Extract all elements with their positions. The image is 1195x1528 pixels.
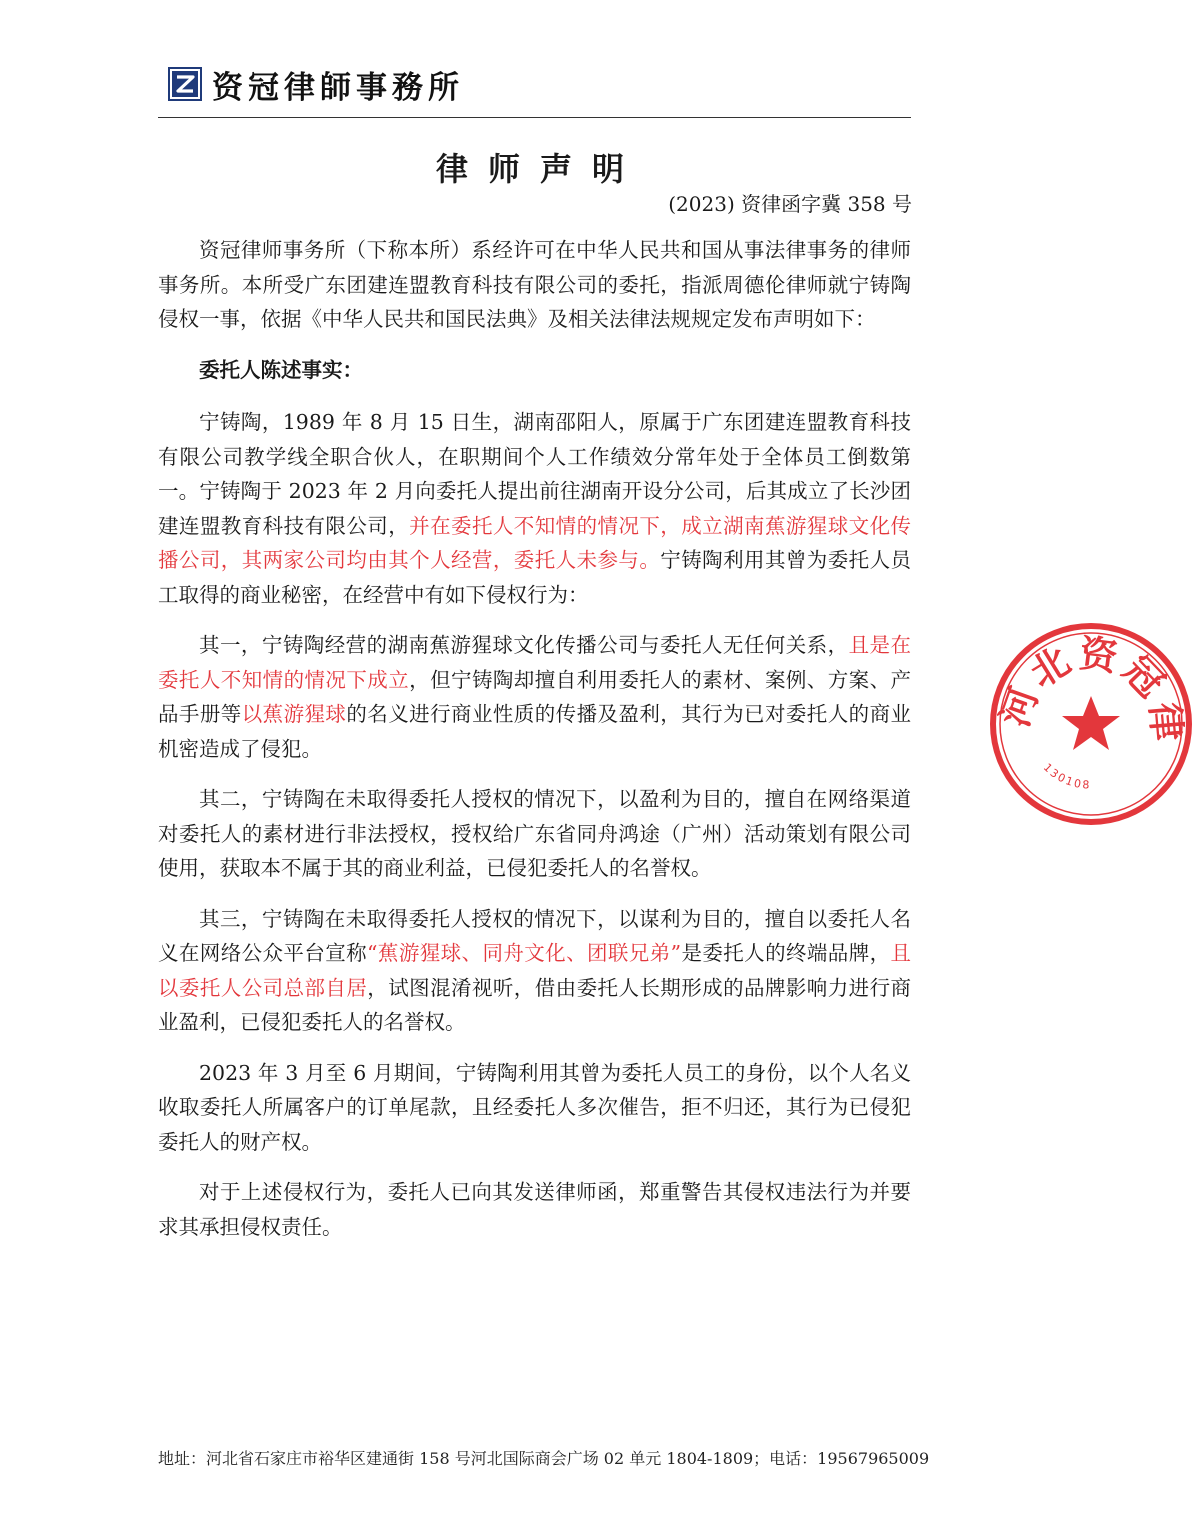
header-divider xyxy=(158,117,911,118)
infringement-3-paragraph xyxy=(158,902,911,1040)
infringement-3-text-1: 其三，宁铸陶在未取得委托人授权的情况下，以谋利为目的，擅自以委托人名义在网络公众平台宣称 xyxy=(158,906,911,965)
infringement-1-highlight-1: 且是在委托人不知情的情况下成立 xyxy=(158,633,912,692)
infringement-1-paragraph xyxy=(158,628,911,766)
facts-text-2: 宁铸陶利用其曾为委托人员工取得的商业秘密，在经营中有如下侵权行为： xyxy=(158,548,912,607)
firm-name: 资冠律師事務所 xyxy=(212,69,464,106)
infringement-3-highlight-2: 且以委托人公司总部自居 xyxy=(158,941,912,1000)
document-number: (2023) 资律函字冀 358 号 xyxy=(668,192,912,216)
infringement-2-paragraph: 其二，宁铸陶在未取得委托人授权的情况下，以盈利为目的，擅自在网络渠道对委托人的素材进行非法授权，授权给广东省同舟鸿途（广州）活动策划有限公司使用，获取本不属于其的商业利益，已侵犯委托人的名誉权。 xyxy=(158,787,911,880)
seal-text: 河北资冠律 xyxy=(991,630,1191,747)
document-title: 律师声明 xyxy=(435,150,644,188)
infringement-1-text-3: 的名义进行商业性质的传播及盈利，其行为已对委托人的商业机密造成了侵犯。 xyxy=(158,702,912,761)
statement-body xyxy=(158,233,911,1260)
seal-number: 130108 xyxy=(1040,760,1092,792)
firm-logo-icon xyxy=(168,67,202,101)
infringement-3-highlight-1: “蕉游猩球、同舟文化、团联兄弟” xyxy=(367,941,682,965)
footer-address: 地址：河北省石家庄市裕华区建通街 158 号河北国际商会广场 02 单元 1804-1809；电话：19567965009 xyxy=(158,1449,930,1468)
facts-paragraph xyxy=(158,405,911,612)
seal-star-icon xyxy=(1062,696,1120,750)
svg-text:130108 xyxy=(1041,761,1092,792)
intro-paragraph: 资冠律师事务所（下称本所）系经许可在中华人民共和国从事法律事务的律师事务所。本所受广东团建连盟教育科技有限公司的委托，指派周德伦律师就宁铸陶侵权一事，依据《中华人民共和国民法典》及相关法律法规规定发布声明如下： xyxy=(158,238,911,331)
facts-text-1: 宁铸陶，1989 年 8 月 15 日生，湖南邵阳人，原属于广东团建连盟教育科技有限公司教学线全职合伙人，在职期间个人工作绩效分常年处于全体员工倒数第一。宁铸陶于 2023 年 2 月向委托人提出前往湖南开设分公司，后其成立了长沙团建连盟教育科技有限公司， xyxy=(158,410,911,538)
infringement-3-text-2: 是委托人的终端品牌， xyxy=(681,941,891,965)
facts-highlight: 并在委托人不知情的情况下，成立湖南蕉游猩球文化传播公司，其两家公司均由其个人经营，委托人未参与。 xyxy=(158,513,912,572)
property-paragraph: 2023 年 3 月至 6 月期间，宁铸陶利用其曾为委托人员工的身份，以个人名义收取委托人所属客户的订单尾款，且经委托人多次催告，拒不归还，其行为已侵犯委托人的财产权。 xyxy=(158,1060,911,1154)
section-heading: 委托人陈述事实： xyxy=(199,357,363,382)
infringement-1-text-2: ，但宁铸陶却擅自利用委托人的素材、案例、方案、产品手册等 xyxy=(158,667,912,726)
infringement-1-highlight-2: 以蕉游猩球 xyxy=(241,702,347,726)
warning-paragraph: 对于上述侵权行为，委托人已向其发送律师函，郑重警告其侵权违法行为并要求其承担侵权责任。 xyxy=(158,1180,911,1239)
law-firm-seal xyxy=(985,618,1195,828)
infringement-1-text-1: 其一，宁铸陶经营的湖南蕉游猩球文化传播公司与委托人无任何关系， xyxy=(199,633,849,657)
letterhead xyxy=(168,64,464,104)
infringement-3-text-3: ，试图混淆视听，借由委托人长期形成的品牌影响力进行商业盈利，已侵犯委托人的名誉权。 xyxy=(158,975,912,1034)
